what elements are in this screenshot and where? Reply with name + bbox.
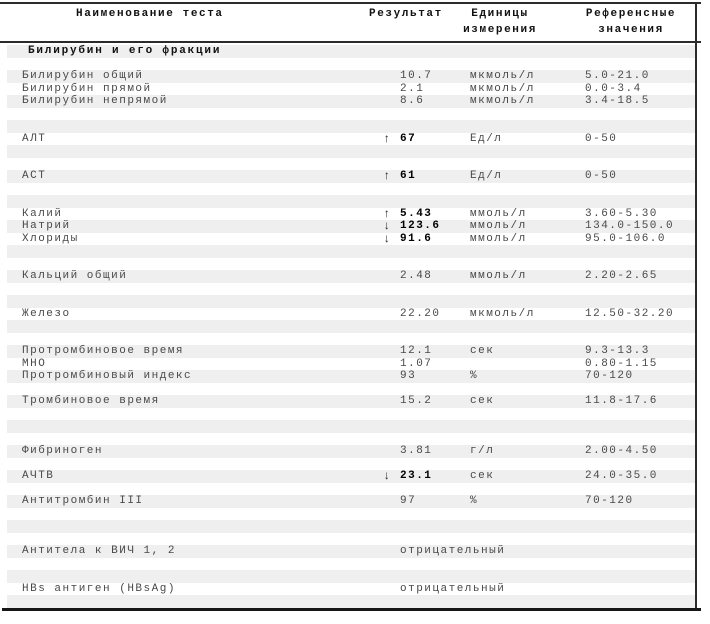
test-name: Протромбиновое время [22, 345, 185, 357]
unit-value: мкмоль/л [470, 307, 535, 320]
reference-range: 2.20-2.65 [585, 270, 658, 282]
reference-range: 12.50-32.20 [585, 307, 675, 320]
column-header-test-name: Наименование теста [76, 8, 224, 20]
table-row [7, 308, 696, 321]
column-header-result: Результат [369, 8, 443, 20]
reference-range: 0-50 [585, 170, 618, 182]
result-value: 23.1 [400, 470, 433, 482]
arrow-down-icon: ↓ [383, 469, 391, 483]
test-name: Антитромбин III [22, 495, 144, 507]
unit-value: Ед/л [470, 170, 503, 182]
table-row [7, 220, 696, 233]
test-name: Калий [22, 207, 63, 220]
result-value: 2.48 [400, 270, 433, 282]
table-row [7, 233, 696, 246]
reference-range: 2.00-4.50 [585, 445, 658, 457]
spacer-row [7, 320, 696, 333]
test-name: АЧТВ [22, 470, 55, 482]
column-header-reference [581, 7, 681, 37]
spacer-row [7, 558, 696, 571]
spacer-row [7, 158, 696, 171]
unit-value: % [470, 495, 479, 507]
reference-range: 0.80-1.15 [585, 357, 658, 370]
result-value: 5.43 [400, 207, 433, 220]
reference-range: 95.0-106.0 [585, 232, 667, 245]
reference-range: 70-120 [585, 370, 634, 382]
section-header-row [7, 45, 696, 58]
spacer-row [7, 408, 696, 421]
unit-value: мкмоль/л [470, 82, 535, 95]
test-name: АЛТ [22, 132, 47, 145]
arrow-up-icon: ↑ [383, 169, 391, 183]
reference-range: 70-120 [585, 495, 634, 507]
table-row [7, 583, 696, 596]
column-header-reference-line2: значения [598, 24, 664, 36]
unit-value: ммоль/л [470, 220, 527, 232]
right-border-line [695, 2, 697, 611]
spacer-row [7, 533, 696, 546]
result-value: 97 [400, 495, 417, 507]
unit-value: мкмоль/л [470, 70, 535, 82]
spacer-row [7, 120, 696, 133]
result-value: 91.6 [400, 232, 433, 245]
spacer-row [7, 520, 696, 533]
spacer-row [7, 570, 696, 583]
spacer-row [7, 508, 696, 521]
spacer-row [7, 245, 696, 258]
column-header-units-line2: измерения [463, 24, 537, 36]
reference-range: 0.0-3.4 [585, 82, 642, 95]
reference-range: 0-50 [585, 132, 618, 145]
table-row [7, 95, 696, 108]
spacer-row [7, 420, 696, 433]
spacer-row [7, 283, 696, 296]
table-row [7, 395, 696, 408]
unit-value: ммоль/л [470, 232, 527, 245]
spacer-row [7, 145, 696, 158]
spacer-row [7, 195, 696, 208]
test-name: Протромбиновый индекс [22, 370, 193, 382]
table-row [7, 270, 696, 283]
unit-value: мкмоль/л [470, 95, 535, 107]
unit-value: г/л [470, 445, 495, 457]
test-name: HBs антиген (HBsAg) [22, 582, 176, 595]
result-value: 8.6 [400, 95, 425, 107]
reference-range: 3.4-18.5 [585, 95, 650, 107]
result-value: 3.81 [400, 445, 433, 457]
result-value: 123.6 [400, 220, 441, 232]
table-row [7, 495, 696, 508]
spacer-row [7, 183, 696, 196]
column-header-units [456, 7, 544, 37]
table-row [7, 83, 696, 96]
spacer-row [7, 383, 696, 396]
result-value: отрицательный [400, 545, 506, 557]
test-name: МНО [22, 357, 47, 370]
result-value: 15.2 [400, 395, 433, 407]
spacer-row [7, 295, 696, 308]
result-value: 93 [400, 370, 417, 382]
header-separator-line [0, 41, 701, 43]
bottom-border-line [2, 608, 701, 611]
test-name: Натрий [22, 220, 71, 232]
test-name: АСТ [22, 170, 47, 182]
test-name: Фибриноген [22, 445, 104, 457]
spacer-row [7, 458, 696, 471]
table-row [7, 345, 696, 358]
reference-range: 5.0-21.0 [585, 70, 650, 82]
unit-value: ммоль/л [470, 207, 527, 220]
column-header-units-line1: Единицы [471, 8, 529, 20]
test-name: Билирубин прямой [22, 82, 152, 95]
arrow-up-icon: ↑ [383, 131, 391, 146]
result-value: 22.20 [400, 307, 441, 320]
result-value: 67 [400, 132, 417, 145]
test-name: Железо [22, 307, 71, 320]
result-value: 2.1 [400, 82, 425, 95]
test-name: Тромбиновое время [22, 395, 160, 407]
table-row [7, 358, 696, 371]
table-row [7, 208, 696, 221]
table-row [7, 70, 696, 83]
section-title: Билирубин и его фракции [28, 45, 222, 57]
spacer-row [7, 483, 696, 496]
top-border-line [0, 2, 701, 4]
result-value: 12.1 [400, 345, 433, 357]
spacer-row [7, 595, 696, 608]
arrow-down-icon: ↓ [383, 219, 391, 233]
spacer-row [7, 333, 696, 346]
table-row [7, 370, 696, 383]
table-row [7, 170, 696, 183]
reference-range: 11.8-17.6 [585, 395, 658, 407]
test-name: Билирубин непрямой [22, 95, 168, 107]
reference-range: 134.0-150.0 [585, 220, 675, 232]
spacer-row [7, 258, 696, 271]
spacer-row [7, 58, 696, 71]
unit-value: сек [470, 470, 495, 482]
test-name: Билирубин общий [22, 70, 144, 82]
unit-value: ммоль/л [470, 270, 527, 282]
spacer-row [7, 108, 696, 121]
column-header-reference-line1: Референсные [585, 8, 677, 20]
table-row [7, 470, 696, 483]
result-value: 1.07 [400, 357, 433, 370]
result-value: 61 [400, 170, 417, 182]
test-name: Антитела к ВИЧ 1, 2 [22, 545, 176, 557]
unit-value: сек [470, 395, 495, 407]
unit-value: Ед/л [470, 132, 503, 145]
arrow-up-icon: ↑ [383, 206, 391, 221]
arrow-down-icon: ↓ [383, 231, 391, 246]
table-row [7, 545, 696, 558]
test-name: Хлориды [22, 232, 79, 245]
result-value: отрицательный [400, 582, 506, 595]
spacer-row [7, 433, 696, 446]
results-table-body [7, 45, 696, 608]
table-row [7, 445, 696, 458]
unit-value: сек [470, 345, 495, 357]
result-value: 10.7 [400, 70, 433, 82]
table-row [7, 133, 696, 146]
reference-range: 9.3-13.3 [585, 345, 650, 357]
test-name: Кальций общий [22, 270, 128, 282]
reference-range: 24.0-35.0 [585, 470, 658, 482]
unit-value: % [470, 370, 479, 382]
reference-range: 3.60-5.30 [585, 207, 658, 220]
